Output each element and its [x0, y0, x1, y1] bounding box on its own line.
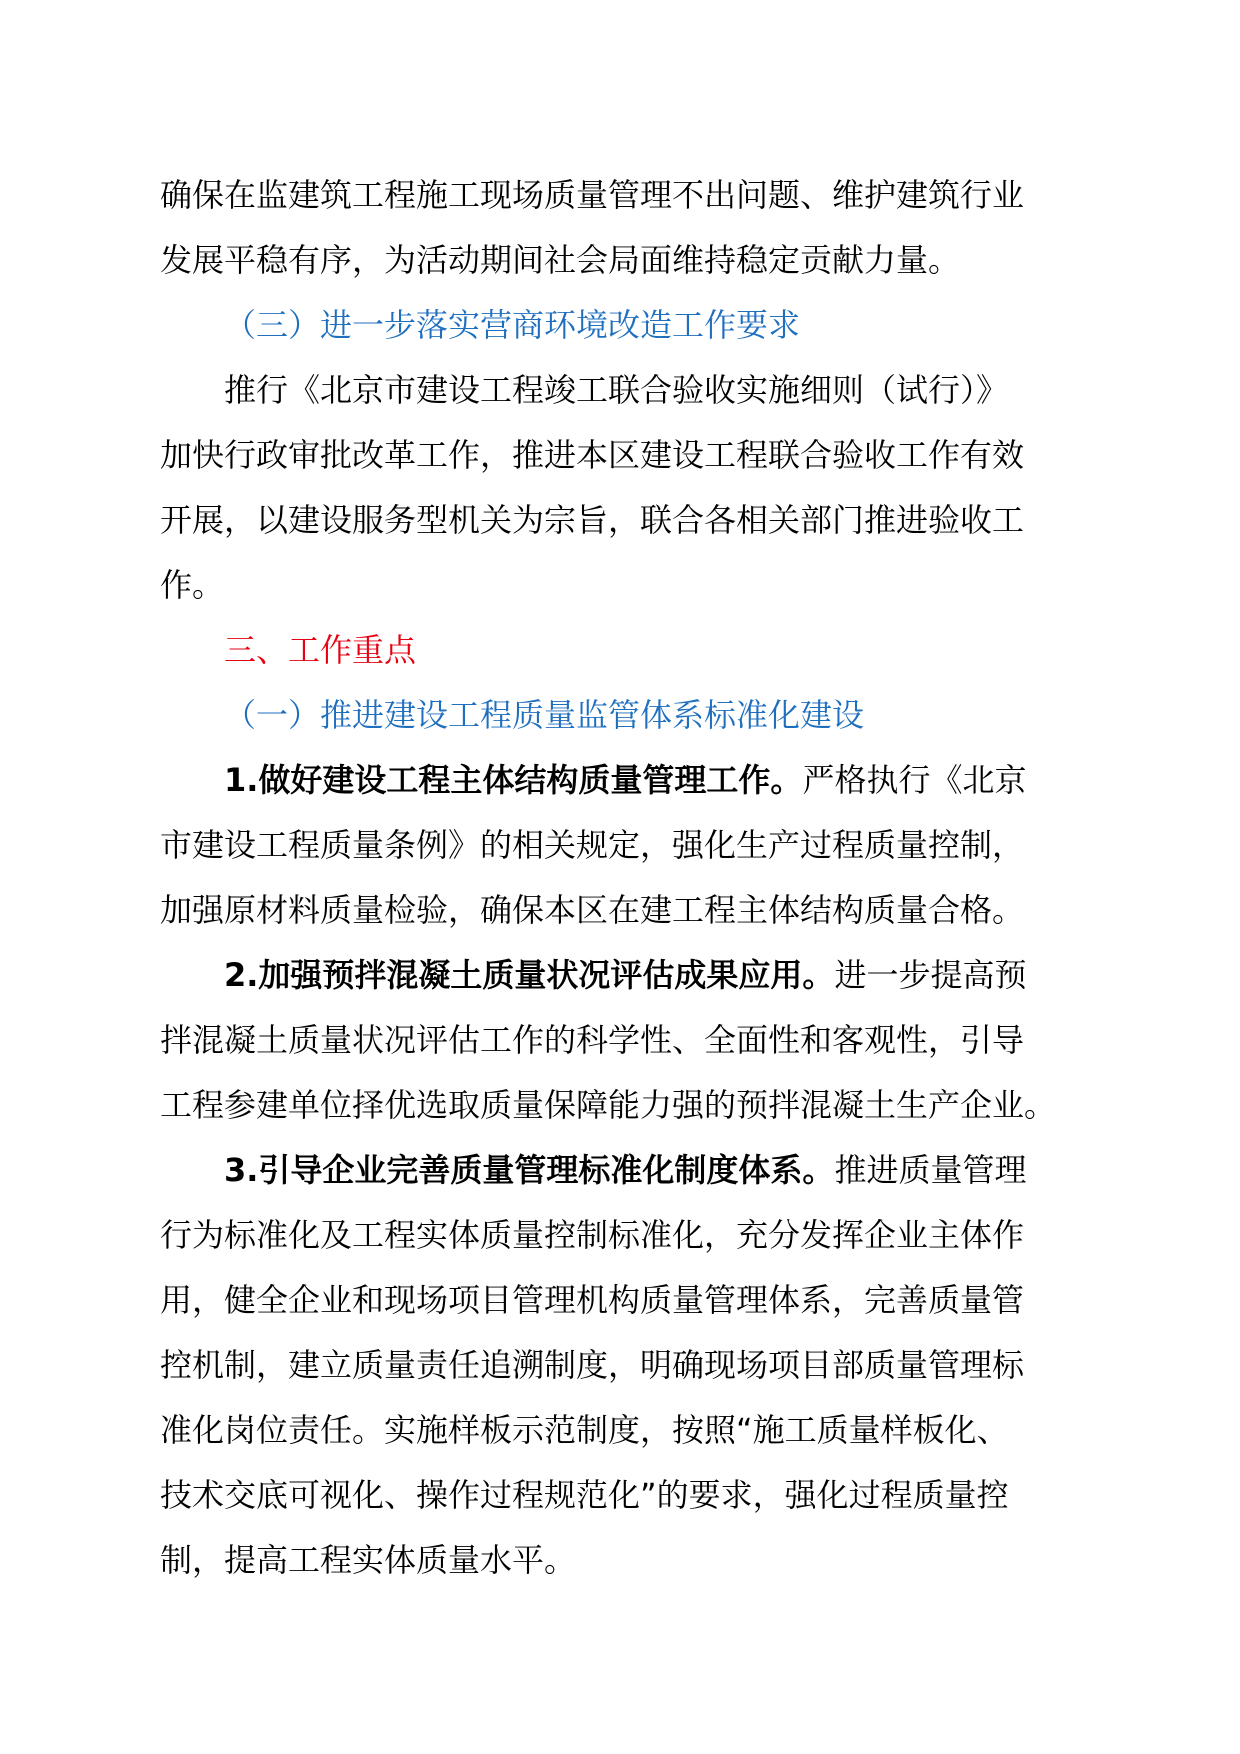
item-3-text: 推进质量管理 [834, 1151, 1027, 1189]
section-heading-2: 三、工作重点 [224, 631, 417, 669]
body-line: 加快行政审批改革工作，推进本区建设工程联合验收工作有效 [160, 436, 1025, 474]
item-1-first-line [160, 748, 1092, 813]
body-line: 拌混凝土质量状况评估工作的科学性、全面性和客观性，引导 [160, 1021, 1025, 1059]
item-2-first-line [160, 943, 1092, 1008]
body-line: 开展，以建设服务型机关为宗旨，联合各相关部门推进验收工 [160, 501, 1025, 539]
item-2-title: 2.加强预拌混凝土质量状况评估成果应用。 [224, 956, 835, 994]
body-line: 工程参建单位择优选取质量保障能力强的预拌混凝土生产企业。 [160, 1086, 1057, 1124]
body-line: 制，提高工程实体质量水平。 [160, 1541, 577, 1579]
body-line: 行为标准化及工程实体质量控制标准化，充分发挥企业主体作 [160, 1216, 1025, 1254]
body-line: 市建设工程质量条例》的相关规定，强化生产过程质量控制， [160, 826, 1025, 864]
item-1-text: 严格执行《北京 [802, 761, 1027, 799]
body-line: 确保在监建筑工程施工现场质量管理不出问题、维护建筑行业 [160, 176, 1025, 214]
body-line: 用，健全企业和现场项目管理机构质量管理体系，完善质量管 [160, 1281, 1025, 1319]
item-3-first-line [160, 1138, 1092, 1203]
document-body [160, 163, 1092, 1593]
body-line: 技术交底可视化、操作过程规范化”的要求，强化过程质量控 [160, 1476, 1009, 1514]
item-1-title: 1.做好建设工程主体结构质量管理工作。 [224, 761, 803, 799]
body-line: 准化岗位责任。实施样板示范制度，按照“施工质量样板化、 [160, 1411, 1009, 1449]
body-line: 推行《北京市建设工程竣工联合验收实施细则（试行）》 [224, 371, 1009, 409]
item-3-title: 3.引导企业完善质量管理标准化制度体系。 [224, 1151, 835, 1189]
section-heading-3-sub1: （一）推进建设工程质量监管体系标准化建设 [224, 696, 865, 734]
body-line: 控机制，建立质量责任追溯制度，明确现场项目部质量管理标 [160, 1346, 1025, 1384]
item-2-text: 进一步提高预 [834, 956, 1027, 994]
body-line: 作。 [160, 566, 225, 604]
section-heading-3: （三）进一步落实营商环境改造工作要求 [224, 306, 801, 344]
body-line: 发展平稳有序，为活动期间社会局面维持稳定贡献力量。 [160, 241, 961, 279]
body-line: 加强原材料质量检验，确保本区在建工程主体结构质量合格。 [160, 891, 1025, 929]
